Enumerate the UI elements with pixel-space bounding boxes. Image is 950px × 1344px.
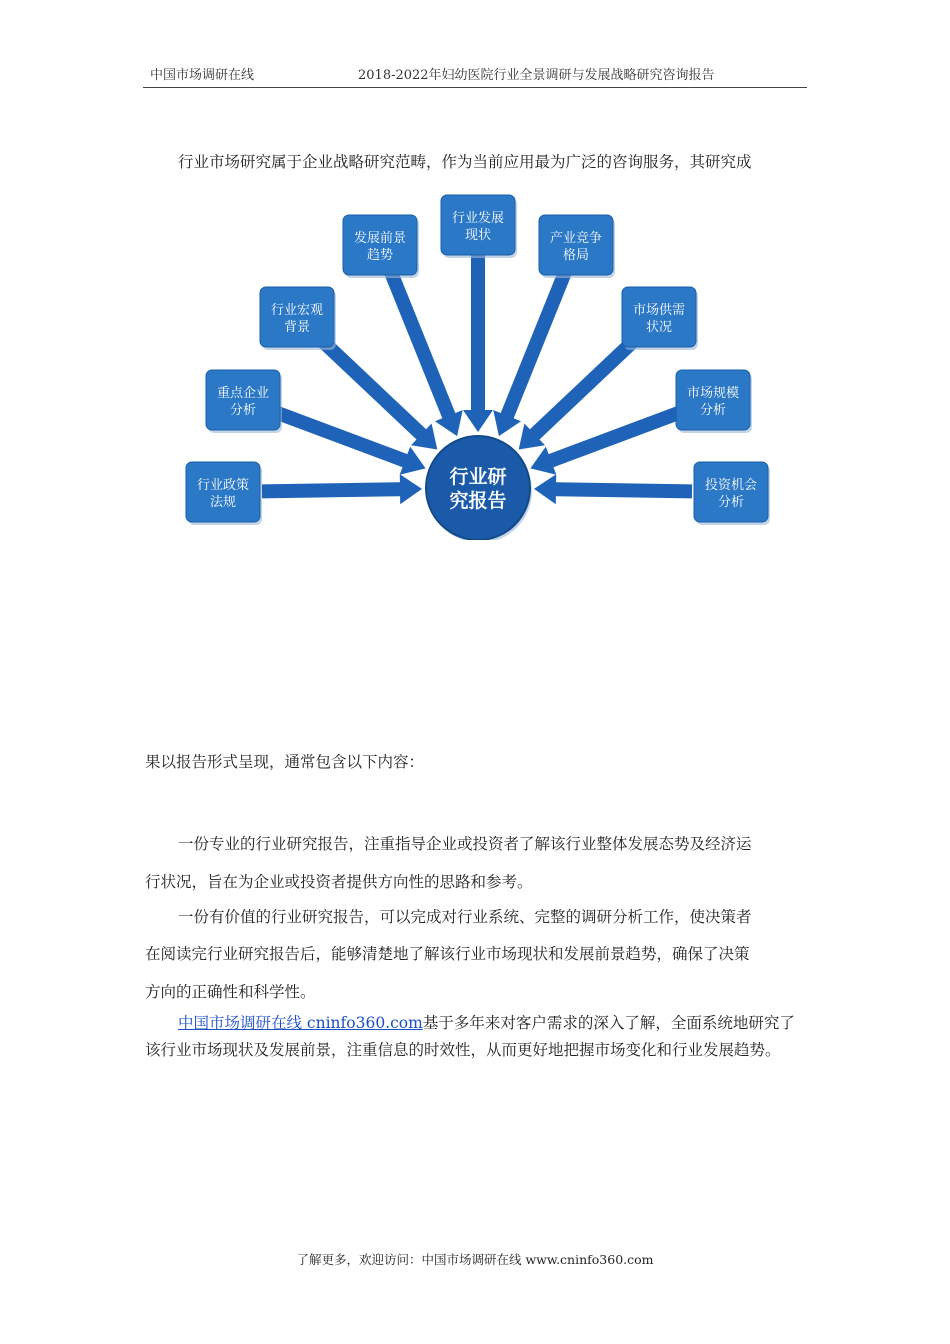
research-report-diagram	[180, 190, 780, 540]
box-label-supply-2: 状况	[645, 320, 673, 335]
box-label-status-1: 行业发展	[451, 211, 505, 226]
paragraph-1-line-2: 行状况，旨在为企业或投资者提供方向性的思路和参考。	[145, 873, 533, 891]
paragraph-3	[145, 1010, 807, 1064]
paragraph-3-text: 基于多年来对客户需求的深入了解，全面系统地研究了该行业市场现状及发展前景，注重信息的时效性，从而更好地把握市场变化和行业发展趋势。	[145, 1014, 795, 1059]
box-label-scale-1: 市场规模	[686, 386, 740, 401]
center-circle	[426, 436, 530, 540]
box-label-policy-2: 法规	[209, 495, 237, 510]
box-label-enterprise-2: 分析	[229, 403, 257, 418]
header-report-title: 2018-2022年妇幼医院行业全景调研与发展战略研究咨询报告	[358, 68, 715, 83]
center-label-2: 究报告	[449, 490, 507, 512]
box-label-supply-1: 市场供需	[632, 303, 686, 318]
header-site-name: 中国市场调研在线	[150, 68, 255, 83]
paragraph-2-line-2: 在阅读完行业研究报告后，能够清楚地了解该行业市场现状和发展前景趋势，确保了决策	[145, 945, 750, 963]
intro-line-2: 果以报告形式呈现，通常包含以下内容：	[145, 753, 425, 771]
footer-visit-text: 了解更多，欢迎访问：中国市场调研在线 www.cninfo360.com	[296, 1252, 654, 1267]
box-label-investment-1: 投资机会	[704, 478, 758, 493]
box-label-prospect-1: 发展前景	[353, 231, 407, 246]
box-label-investment-2: 分析	[717, 495, 745, 510]
paragraph-2-line-3: 方向的正确性和科学性。	[145, 983, 316, 1001]
box-label-prospect-2: 趋势	[366, 248, 394, 263]
box-label-enterprise-1: 重点企业	[216, 386, 270, 401]
arrow-policy	[262, 474, 422, 504]
intro-line-1: 行业市场研究属于企业战略研究范畴，作为当前应用最为广泛的咨询服务，其研究成	[178, 153, 752, 171]
arrow-status	[463, 255, 493, 432]
box-label-macro-1: 行业宏观	[270, 303, 324, 318]
paragraph-1-line-1: 一份专业的行业研究报告，注重指导企业或投资者了解该行业整体发展态势及经济运	[178, 835, 752, 853]
arrow-investment	[534, 474, 692, 504]
paragraph-2-line-1: 一份有价值的行业研究报告，可以完成对行业系统、完整的调研分析工作，使决策者	[178, 908, 752, 926]
box-label-competition-1: 产业竞争	[549, 231, 603, 246]
cninfo360-link[interactable]: 中国市场调研在线 cninfo360.com	[178, 1014, 423, 1032]
box-label-status-2: 现状	[464, 228, 492, 243]
box-label-policy-1: 行业政策	[196, 478, 250, 493]
center-label-1: 行业研	[449, 466, 507, 488]
box-label-scale-2: 分析	[699, 403, 727, 418]
header-divider	[143, 87, 807, 88]
box-label-competition-2: 格局	[562, 248, 590, 263]
box-label-macro-2: 背景	[283, 320, 311, 335]
